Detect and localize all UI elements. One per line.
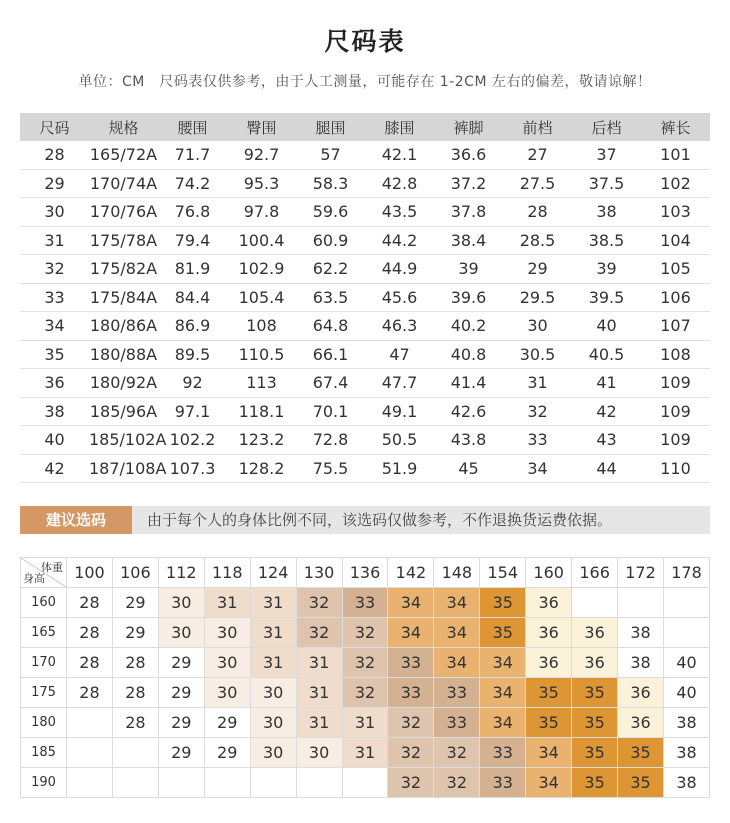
weight-header-cell: 148	[434, 558, 480, 588]
size-cell: 109	[641, 426, 710, 455]
size-cell: 123.2	[227, 426, 296, 455]
size-cell: 97.8	[227, 198, 296, 227]
recommended-size-cell: 29	[158, 708, 204, 738]
size-cell: 47.7	[365, 369, 434, 398]
recommended-size-cell	[618, 588, 664, 618]
size-row	[20, 198, 710, 227]
size-cell: 43	[572, 426, 641, 455]
recommended-size-cell: 40	[663, 678, 709, 708]
recommended-size-cell: 35	[618, 768, 664, 798]
size-cell: 81.9	[158, 255, 227, 284]
weight-axis-label: 体重	[41, 561, 63, 574]
size-cell: 185/96A	[89, 397, 158, 426]
recommended-size-cell: 35	[572, 768, 618, 798]
recommended-size-cell: 31	[296, 678, 342, 708]
recommended-size-cell	[296, 768, 342, 798]
size-cell: 101	[641, 141, 710, 169]
size-cell: 38.5	[572, 226, 641, 255]
size-cell: 72.8	[296, 426, 365, 455]
recommended-size-cell: 33	[480, 738, 526, 768]
size-cell: 41.4	[434, 369, 503, 398]
height-row	[21, 618, 710, 648]
size-cell: 102	[641, 169, 710, 198]
recommendation-disclaimer: 由于每个人的身体比例不同，该选码仅做参考，不作退换货运费依据。	[147, 511, 613, 529]
recommended-size-cell	[663, 588, 709, 618]
size-cell: 118.1	[227, 397, 296, 426]
size-cell: 40.5	[572, 340, 641, 369]
size-cell: 47	[365, 340, 434, 369]
weight-header-cell: 118	[204, 558, 250, 588]
size-cell: 57	[296, 141, 365, 169]
size-chart-table	[20, 113, 710, 483]
size-cell: 30	[503, 312, 572, 341]
recommendation-grid-body	[21, 588, 710, 798]
recommended-size-cell: 30	[250, 678, 296, 708]
recommended-size-cell: 34	[480, 708, 526, 738]
size-cell: 42	[572, 397, 641, 426]
recommended-size-cell: 32	[342, 678, 388, 708]
size-cell: 32	[20, 255, 89, 284]
size-row	[20, 340, 710, 369]
recommended-size-cell: 40	[663, 648, 709, 678]
recommended-size-cell: 31	[296, 648, 342, 678]
size-cell: 42	[20, 454, 89, 483]
recommended-size-cell	[250, 768, 296, 798]
recommended-size-cell	[67, 768, 113, 798]
size-cell: 92.7	[227, 141, 296, 169]
recommended-size-cell: 32	[388, 708, 434, 738]
recommended-size-cell: 29	[158, 738, 204, 768]
recommended-size-cell: 33	[388, 648, 434, 678]
size-cell: 34	[503, 454, 572, 483]
height-header-cell: 165	[21, 618, 67, 648]
size-cell: 37.2	[434, 169, 503, 198]
recommended-size-cell: 30	[204, 618, 250, 648]
size-cell: 62.2	[296, 255, 365, 284]
size-cell: 37	[572, 141, 641, 169]
size-cell: 60.9	[296, 226, 365, 255]
size-cell: 110	[641, 454, 710, 483]
height-header-cell: 160	[21, 588, 67, 618]
size-cell: 44	[572, 454, 641, 483]
size-cell: 39.6	[434, 283, 503, 312]
recommended-size-cell: 28	[67, 588, 113, 618]
recommended-size-cell: 32	[342, 648, 388, 678]
size-cell: 29	[20, 169, 89, 198]
recommended-size-cell	[67, 708, 113, 738]
size-cell: 108	[227, 312, 296, 341]
size-cell: 86.9	[158, 312, 227, 341]
size-cell: 28	[503, 198, 572, 227]
size-cell: 51.9	[365, 454, 434, 483]
size-cell: 36	[20, 369, 89, 398]
recommended-size-cell	[112, 738, 158, 768]
size-column-header: 尺码	[20, 113, 89, 141]
recommended-size-cell: 34	[480, 678, 526, 708]
recommended-size-cell: 35	[480, 618, 526, 648]
size-column-header: 臀围	[227, 113, 296, 141]
height-row	[21, 708, 710, 738]
weight-header-cell: 112	[158, 558, 204, 588]
height-header-cell: 175	[21, 678, 67, 708]
size-cell: 50.5	[365, 426, 434, 455]
recommended-size-cell: 35	[618, 738, 664, 768]
height-row	[21, 678, 710, 708]
size-cell: 33	[503, 426, 572, 455]
size-row	[20, 141, 710, 169]
size-cell: 36.6	[434, 141, 503, 169]
size-cell: 103	[641, 198, 710, 227]
size-cell: 42.1	[365, 141, 434, 169]
size-cell: 39.5	[572, 283, 641, 312]
recommended-size-cell: 38	[663, 708, 709, 738]
recommended-size-cell: 32	[296, 618, 342, 648]
weight-header-cell: 178	[663, 558, 709, 588]
size-cell: 95.3	[227, 169, 296, 198]
size-cell: 102.9	[227, 255, 296, 284]
recommendation-banner	[20, 506, 710, 534]
size-cell: 102.2	[158, 426, 227, 455]
weight-header-cell: 106	[112, 558, 158, 588]
size-column-header: 前档	[503, 113, 572, 141]
size-cell: 45	[434, 454, 503, 483]
size-cell: 180/88A	[89, 340, 158, 369]
recommended-size-cell: 35	[526, 678, 572, 708]
recommended-size-cell: 31	[250, 588, 296, 618]
size-cell: 109	[641, 397, 710, 426]
recommended-size-cell: 38	[663, 768, 709, 798]
recommended-size-cell: 32	[388, 738, 434, 768]
height-header-cell: 190	[21, 768, 67, 798]
size-column-header: 后档	[572, 113, 641, 141]
size-cell: 187/108A	[89, 454, 158, 483]
recommended-size-cell: 38	[663, 738, 709, 768]
recommended-size-cell	[158, 768, 204, 798]
weight-header-cell: 142	[388, 558, 434, 588]
size-cell: 74.2	[158, 169, 227, 198]
recommended-size-cell: 32	[434, 768, 480, 798]
recommended-size-cell: 34	[434, 618, 480, 648]
recommended-size-cell: 29	[204, 738, 250, 768]
size-row	[20, 169, 710, 198]
size-cell: 43.5	[365, 198, 434, 227]
recommended-size-cell: 34	[434, 588, 480, 618]
recommended-size-cell: 29	[112, 618, 158, 648]
size-cell: 175/84A	[89, 283, 158, 312]
recommended-size-cell: 30	[204, 648, 250, 678]
recommended-size-cell: 35	[480, 588, 526, 618]
weight-header-cell: 166	[572, 558, 618, 588]
weight-header-cell: 124	[250, 558, 296, 588]
size-cell: 42.6	[434, 397, 503, 426]
size-cell: 30.5	[503, 340, 572, 369]
height-row	[21, 588, 710, 618]
size-cell: 64.8	[296, 312, 365, 341]
size-cell: 49.1	[365, 397, 434, 426]
recommended-size-cell: 30	[296, 738, 342, 768]
recommended-size-cell: 31	[250, 618, 296, 648]
recommended-size-cell: 33	[388, 678, 434, 708]
recommended-size-cell: 35	[572, 708, 618, 738]
size-cell: 110.5	[227, 340, 296, 369]
grid-corner-cell	[21, 558, 67, 588]
size-cell: 185/102A	[89, 426, 158, 455]
weight-header-cell: 136	[342, 558, 388, 588]
weight-header-row	[21, 558, 710, 588]
recommended-size-cell: 34	[388, 588, 434, 618]
size-cell: 107	[641, 312, 710, 341]
size-cell: 84.4	[158, 283, 227, 312]
size-cell: 79.4	[158, 226, 227, 255]
recommended-size-cell: 30	[250, 708, 296, 738]
size-cell: 27	[503, 141, 572, 169]
size-cell: 29	[503, 255, 572, 284]
size-cell: 30	[20, 198, 89, 227]
size-cell: 44.2	[365, 226, 434, 255]
recommended-size-cell	[67, 738, 113, 768]
recommended-size-cell: 34	[480, 648, 526, 678]
recommended-size-cell: 35	[526, 708, 572, 738]
size-cell: 70.1	[296, 397, 365, 426]
size-cell: 38	[20, 397, 89, 426]
size-cell: 39	[572, 255, 641, 284]
recommended-size-cell: 32	[434, 738, 480, 768]
recommended-size-cell: 36	[618, 678, 664, 708]
size-chart-body	[20, 141, 710, 483]
recommended-size-cell: 34	[526, 768, 572, 798]
recommended-size-cell: 34	[526, 738, 572, 768]
recommended-size-cell: 32	[296, 588, 342, 618]
recommended-size-cell: 29	[158, 648, 204, 678]
weight-header-cell: 130	[296, 558, 342, 588]
recommended-size-cell: 28	[112, 678, 158, 708]
size-cell: 28.5	[503, 226, 572, 255]
height-row	[21, 648, 710, 678]
size-cell: 40	[20, 426, 89, 455]
size-cell: 105.4	[227, 283, 296, 312]
recommended-size-cell: 38	[618, 648, 664, 678]
size-cell: 31	[20, 226, 89, 255]
height-row	[21, 768, 710, 798]
size-cell: 45.6	[365, 283, 434, 312]
size-cell: 39	[434, 255, 503, 284]
size-cell: 108	[641, 340, 710, 369]
size-cell: 107.3	[158, 454, 227, 483]
recommended-size-cell: 30	[158, 588, 204, 618]
recommended-size-cell: 35	[572, 678, 618, 708]
recommended-size-cell: 30	[204, 678, 250, 708]
size-cell: 34	[20, 312, 89, 341]
size-column-header: 腿围	[296, 113, 365, 141]
size-row	[20, 454, 710, 483]
recommended-size-cell: 36	[526, 618, 572, 648]
size-cell: 165/72A	[89, 141, 158, 169]
size-cell: 44.9	[365, 255, 434, 284]
recommended-size-cell: 28	[67, 678, 113, 708]
size-cell: 40.8	[434, 340, 503, 369]
recommended-size-cell: 35	[572, 738, 618, 768]
size-cell: 43.8	[434, 426, 503, 455]
recommended-size-cell: 31	[342, 738, 388, 768]
size-cell: 35	[20, 340, 89, 369]
weight-header-cell: 100	[67, 558, 113, 588]
height-header-cell: 170	[21, 648, 67, 678]
weight-header-cell: 172	[618, 558, 664, 588]
size-cell: 97.1	[158, 397, 227, 426]
size-row	[20, 283, 710, 312]
size-cell: 180/86A	[89, 312, 158, 341]
page-title: 尺码表	[324, 27, 406, 56]
size-cell: 175/78A	[89, 226, 158, 255]
height-axis-label: 身高	[23, 572, 45, 585]
size-cell: 33	[20, 283, 89, 312]
size-row	[20, 426, 710, 455]
size-column-header: 腰围	[158, 113, 227, 141]
recommended-size-cell: 32	[388, 768, 434, 798]
size-cell: 38.4	[434, 226, 503, 255]
size-cell: 109	[641, 369, 710, 398]
recommended-size-cell: 36	[526, 588, 572, 618]
size-row	[20, 255, 710, 284]
size-cell: 170/76A	[89, 198, 158, 227]
size-cell: 71.7	[158, 141, 227, 169]
recommended-size-cell: 36	[572, 648, 618, 678]
recommended-size-cell: 31	[296, 708, 342, 738]
size-cell: 66.1	[296, 340, 365, 369]
size-cell: 59.6	[296, 198, 365, 227]
size-cell: 76.8	[158, 198, 227, 227]
size-column-header: 膝围	[365, 113, 434, 141]
height-row	[21, 738, 710, 768]
size-cell: 37.5	[572, 169, 641, 198]
size-cell: 105	[641, 255, 710, 284]
recommended-size-cell: 38	[618, 618, 664, 648]
size-cell: 38	[572, 198, 641, 227]
size-cell: 175/82A	[89, 255, 158, 284]
size-cell: 27.5	[503, 169, 572, 198]
recommended-size-cell: 28	[112, 708, 158, 738]
recommended-size-cell: 31	[250, 648, 296, 678]
size-cell: 41	[572, 369, 641, 398]
weight-header-cell: 154	[480, 558, 526, 588]
size-cell: 32	[503, 397, 572, 426]
size-cell: 104	[641, 226, 710, 255]
size-cell: 31	[503, 369, 572, 398]
recommended-size-cell: 29	[204, 708, 250, 738]
height-header-cell: 180	[21, 708, 67, 738]
recommended-size-cell	[112, 768, 158, 798]
size-cell: 58.3	[296, 169, 365, 198]
size-cell: 100.4	[227, 226, 296, 255]
size-row	[20, 226, 710, 255]
recommended-size-cell	[342, 768, 388, 798]
recommended-size-cell: 29	[112, 588, 158, 618]
recommended-size-cell: 31	[342, 708, 388, 738]
recommended-size-cell: 30	[158, 618, 204, 648]
size-cell: 75.5	[296, 454, 365, 483]
size-column-header: 裤长	[641, 113, 710, 141]
recommended-size-cell: 34	[388, 618, 434, 648]
size-cell: 63.5	[296, 283, 365, 312]
size-row	[20, 397, 710, 426]
recommended-size-cell	[572, 588, 618, 618]
recommendation-tag: 建议选码	[20, 506, 132, 534]
size-column-header: 规格	[89, 113, 158, 141]
size-cell: 180/92A	[89, 369, 158, 398]
measurement-note: 单位：CM 尺码表仅供参考，由于人工测量，可能存在 1-2CM 左右的偏差，敬请谅解！	[78, 74, 652, 90]
recommended-size-cell: 30	[250, 738, 296, 768]
size-cell: 170/74A	[89, 169, 158, 198]
recommended-size-cell: 29	[158, 678, 204, 708]
recommended-size-cell	[663, 618, 709, 648]
recommended-size-cell: 28	[112, 648, 158, 678]
recommended-size-cell: 28	[67, 648, 113, 678]
recommended-size-cell: 33	[342, 588, 388, 618]
size-row	[20, 369, 710, 398]
size-cell: 128.2	[227, 454, 296, 483]
size-cell: 89.5	[158, 340, 227, 369]
recommended-size-cell: 33	[480, 768, 526, 798]
size-chart-header-row	[20, 113, 710, 141]
size-cell: 46.3	[365, 312, 434, 341]
recommended-size-cell: 34	[434, 648, 480, 678]
size-cell: 106	[641, 283, 710, 312]
size-cell: 92	[158, 369, 227, 398]
recommended-size-cell: 36	[618, 708, 664, 738]
size-column-header: 裤脚	[434, 113, 503, 141]
size-cell: 113	[227, 369, 296, 398]
recommended-size-cell: 33	[434, 708, 480, 738]
recommended-size-cell: 32	[342, 618, 388, 648]
recommended-size-cell: 36	[572, 618, 618, 648]
size-recommendation-grid	[20, 557, 710, 798]
size-cell: 40.2	[434, 312, 503, 341]
size-cell: 42.8	[365, 169, 434, 198]
recommended-size-cell: 31	[204, 588, 250, 618]
size-cell: 40	[572, 312, 641, 341]
height-header-cell: 185	[21, 738, 67, 768]
size-cell: 28	[20, 141, 89, 169]
recommended-size-cell: 33	[434, 678, 480, 708]
weight-header-cell: 160	[526, 558, 572, 588]
recommended-size-cell: 28	[67, 618, 113, 648]
recommended-size-cell: 36	[526, 648, 572, 678]
size-cell: 67.4	[296, 369, 365, 398]
recommended-size-cell	[204, 768, 250, 798]
size-row	[20, 312, 710, 341]
size-cell: 37.8	[434, 198, 503, 227]
size-cell: 29.5	[503, 283, 572, 312]
